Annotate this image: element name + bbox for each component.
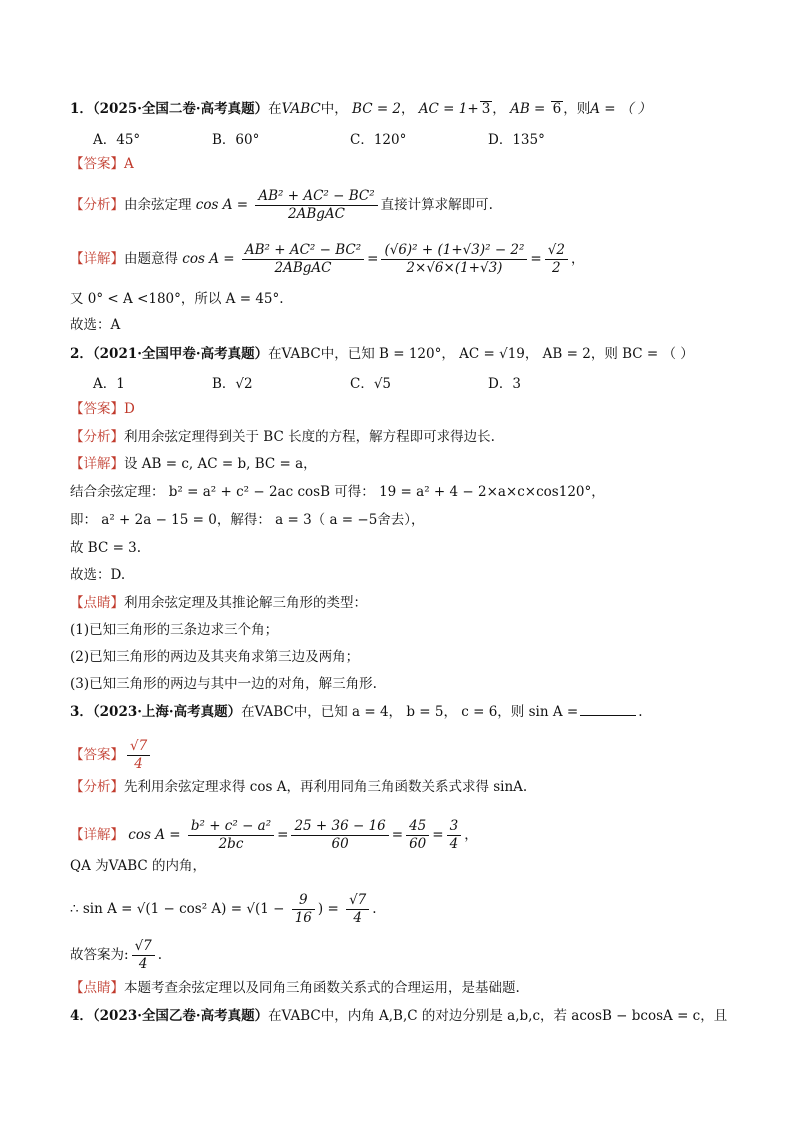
- q2-detail: 【详解】设 AB = c, AC = b, BC = a，: [70, 456, 317, 472]
- q2-stem: 2．（2021·全国甲卷·高考真题）在VABC中，已知 B = 120°， AC = √19， AB = 2，则 BC = （ ）: [70, 346, 694, 362]
- q1-analysis-fraction: $\frac{\text{AB² + AC² − BC²}}{\text{2ABgAC}}$: [255, 188, 377, 223]
- q1-answer: 【答案】A: [70, 156, 134, 172]
- q2-option-b: B．√2: [212, 376, 253, 392]
- q1-analysis: 【分析】由余弦定理 cos A = $\frac{\text{AB² + AC² − BC²}}{\text{2ABgAC}}$ 直接计算求解即可.: [70, 188, 493, 222]
- q2-analysis: 【分析】利用余弦定理得到关于 BC 长度的方程，解方程即可求得边长.: [70, 429, 495, 445]
- q3-line2: ∴ sin A = √(1 − cos² A) = √(1 − $\frac{9}{16}$ ) = $\frac{√7}{4}$ .: [70, 892, 377, 926]
- q2-option-d: D．3: [488, 376, 521, 392]
- q2-line2: 即： a² + 2a − 15 = 0，解得： a = 3（ a = −5舍去），: [70, 512, 425, 528]
- q1-stem: 1．（2025·全国二卷·高考真题）在VABC中， BC = 2， AC = 1+ 3 ， AB = 6 ，则A = （ ）: [70, 101, 652, 117]
- q2-point-3: (3)已知三角形的两边与其中一边的对角，解三角形.: [70, 676, 377, 692]
- q1-option-d: D．135°: [488, 132, 545, 148]
- q2-option-c: C．√5: [350, 376, 392, 392]
- q1-option-c: C．120°: [350, 132, 407, 148]
- q2-point-1: (1)已知三角形的三条边求三个角；: [70, 622, 279, 638]
- q1-also: 又 0° < A <180°，所以 A = 45°.: [70, 291, 284, 307]
- q3-point: 【点睛】本题考查余弦定理以及同角三角函数关系式的合理运用，是基础题.: [70, 980, 520, 996]
- q1-source: （2025·全国二卷·高考真题）: [92, 101, 269, 117]
- q3-stem: 3．（2023·上海·高考真题）在VABC中，已知 a = 4， b = 5， c = 6，则 sin A = .: [70, 704, 643, 720]
- q1-option-a: A．45°: [93, 132, 141, 148]
- q2-point-2: (2)已知三角形的两边及其夹角求第三边及两角；: [70, 649, 360, 665]
- q1-option-b: B．60°: [212, 132, 260, 148]
- q3-blank: [580, 703, 636, 716]
- q4-stem: 4．（2023·全国乙卷·高考真题）在VABC中，内角 A,B,C 的对边分别是 a,b,c，若 acosB − bcosA = c，且: [70, 1008, 728, 1024]
- q1-detail: 【详解】由题意得 cos A = $\frac{\text{AB² + AC² − BC²}}{\text{2ABgAC}}$ = $\frac{\text{(√6)² + (1+√3)² − 2²}}{2\times√6\times(1+√3)}$ = $\frac{√2}{2}$ ，: [70, 242, 585, 276]
- q3-line1: QA 为VABC 的内角，: [70, 858, 206, 874]
- q3-detail: 【详解】 cos A = $\frac{\text{b² + c² − a²}}{2bc}$ = $\frac{25 + 36 - 16}{60}$ = $\frac{45}{60}$ = $\frac{3}{4}$ ，: [70, 818, 478, 852]
- q1-number: 1．: [70, 101, 93, 117]
- q2-point: 【点睛】利用余弦定理及其推论解三角形的类型：: [70, 595, 367, 611]
- q3-analysis: 【分析】先利用余弦定理求得 cos A，再利用同角三角函数关系式求得 sinA.: [70, 779, 528, 795]
- q3-answer: 【答案】 $\frac{√7}{4}$: [70, 738, 734, 773]
- q2-option-a: A．1: [93, 376, 125, 392]
- q2-choose: 故选：D.: [70, 567, 126, 583]
- q3-answer-line: 故答案为: $\frac{√7}{4}$ .: [70, 938, 163, 972]
- q1-choose: 故选：A: [70, 317, 121, 333]
- q2-answer: 【答案】D: [70, 401, 135, 417]
- q2-line3: 故 BC = 3.: [70, 540, 142, 556]
- q2-line1: 结合余弦定理： b² = a² + c² − 2ac cosB 可得： 19 = a² + 4 − 2×a×c×cos120°，: [70, 484, 605, 500]
